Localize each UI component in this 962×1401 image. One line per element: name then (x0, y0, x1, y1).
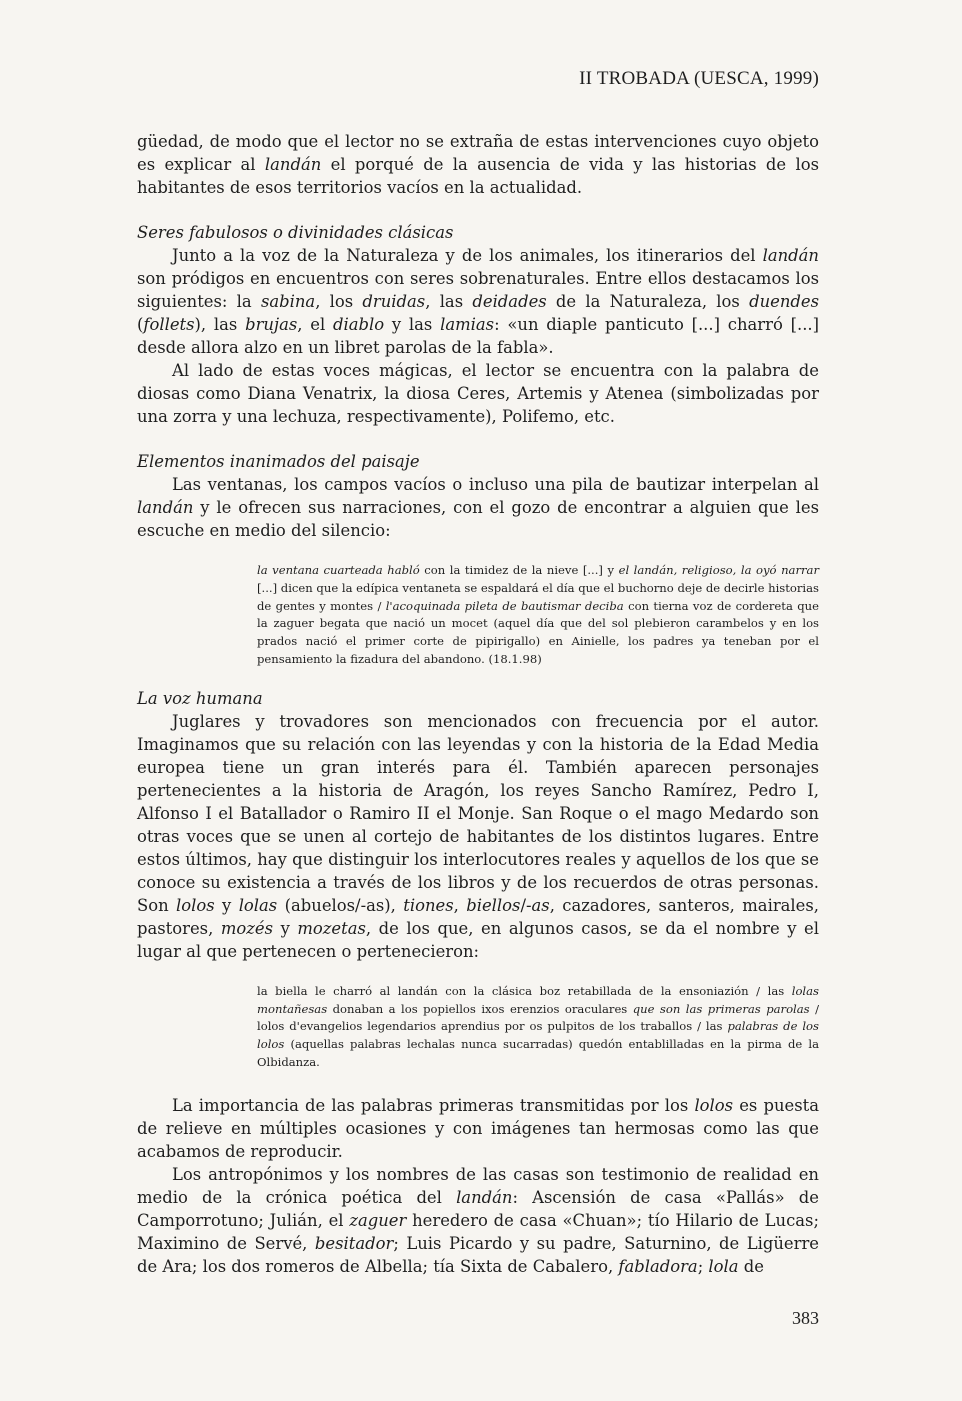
paragraph: Junto a la voz de la Naturaleza y de los animales, los itinerarios del landán son pródigos en encuentros con seres sobrenaturales. Entre ellos destacamos los siguientes: la sabina, los druidas, las deidades de la Naturaleza, los duendes (follets), las brujas, el diablo y las lamias: «un diaple panticuto [...] charró [...] desde allora alzo en un libret parolas de la fabla». (137, 246, 820, 357)
block-quote: la ventana cuarteada habló con la timidez de la nieve [...] y el landán, religioso, la oyó narrar [...] dicen que la edípica ventaneta se espaldará el día que el buchorno deje de decirle historias de gentes y montes / l'acoquinada pileta de bautismar deciba con tierna voz de cordereta que la zaguer begata que nació un mocet (aquel día que del sol plebieron carambelos y en los prados nació el primer corte de pipirigallo) en Ainielle, los padres ya teneban por el pensamiento la fizadura del abandono. (18.1.98) (257, 563, 819, 666)
section-heading-seres-fabulosos: Seres fabulosos o divinidades clásicas (137, 223, 454, 242)
page-number: 383 (792, 1308, 819, 1328)
paragraph: Los antropónimos y los nombres de las casas son testimonio de realidad en medio de la crónica poética del landán: Ascensión de casa «Pallás» de Camporrotuno; Julián, el zaguer heredero de casa «Chuan»; tío Hilario de Lucas; Maximino de Servé, besitador; Luis Picardo y su padre, Saturnino, de Ligüerre de Ara; los dos romeros de Albella; tía Sixta de Cabalero, fabladora; lola de (137, 1164, 819, 1276)
running-header: II TROBADA (UESCA, 1999) (579, 68, 819, 89)
paragraph: Las ventanas, los campos vacíos o incluso una pila de bautizar interpelan al landán y le ofrecen sus narraciones, con el gozo de encontrar a alguien que les escuche en medio del silencio: (137, 475, 819, 540)
paragraph: La importancia de las palabras primeras transmitidas por los lolos es puesta de relieve en múltiples ocasiones y con imágenes tan hermosas como las que acabamos de reproducir. (137, 1095, 819, 1161)
section-heading-voz-humana: La voz humana (137, 688, 263, 708)
page-body (137, 130, 819, 1278)
paragraph: güedad, de modo que el lector no se extraña de estas intervenciones cuyo objeto es explicar al landán el porqué de la ausencia de vida y las historias de los habitantes de esos territorios vacíos en la actualidad. (137, 132, 819, 197)
block-quote: la biella le charró al landán con la clásica boz retabillada de la ensoniazión / las lolas montañesas donaban a los popiellos ixos erenzios oraculares que son las primeras parolas / lolos d'evangelios legendarios aprendius por os pulpitos de los traballos / las palabras de los lolos (aquellas palabras lechalas nunca sucarradas) quedón entablilladas en la pirma de la Olbidanza. (257, 983, 819, 1069)
paragraph: Al lado de estas voces mágicas, el lector se encuentra con la palabra de diosas como Diana Venatrix, la diosa Ceres, Artemis y Atenea (simbolizadas por una zorra y una lechuza, respectivamente), Polifemo, etc. (137, 361, 819, 426)
section-heading-elementos-inanimados: Elementos inanimados del paisaje (137, 452, 420, 471)
paragraph: Juglares y trovadores son mencionados con frecuencia por el autor. Imaginamos que su relación con las leyendas y con la historia de la Edad Media europea tiene un gran interés para él. También aparecen personajes pertenecientes a la historia de Aragón, los reyes Sancho Ramírez, Pedro I, Alfonso I el Batallador o Ramiro II el Monje. San Roque o el mago Medardo son otras voces que se unen al cortejo de habitantes de los distintos lugares. Entre estos últimos, hay que distinguir los interlocutores reales y aquellos de los que se conoce su existencia a través de los libros y de los recuerdos de otras personas. Son lolos y lolas (abuelos/-as), tiones, biellos/-as, cazadores, santeros, mairales, pastores, mozés y mozetas, de los que, en algunos casos, se da el nombre y el lugar al que pertenecen o pertenecieron: (137, 711, 819, 961)
